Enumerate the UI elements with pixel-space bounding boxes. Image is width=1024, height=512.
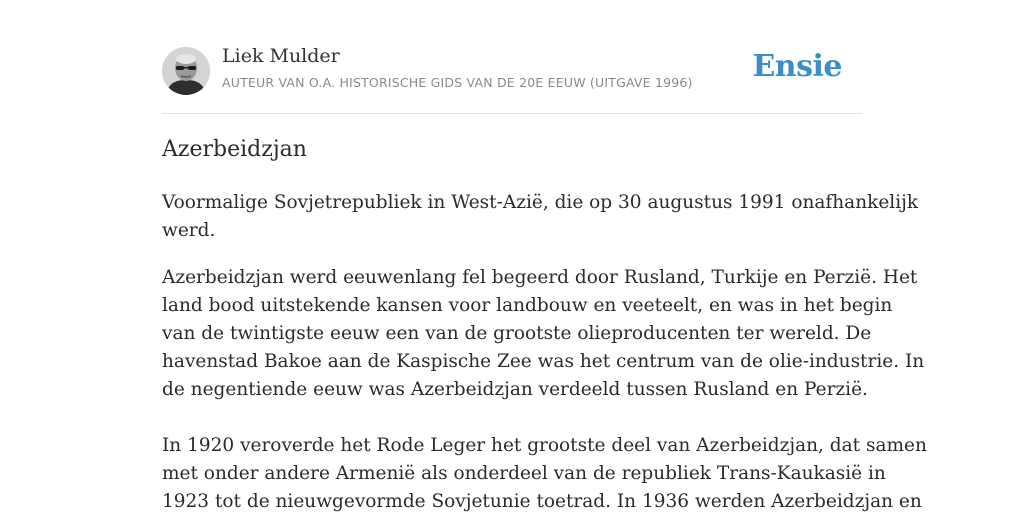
- ensie-logo[interactable]: Ensie: [752, 49, 842, 84]
- avatar-portrait-icon: [162, 47, 210, 95]
- author-avatar[interactable]: [162, 47, 210, 95]
- paragraph-spacer: [162, 245, 862, 264]
- paragraph-1-line: werd.: [162, 220, 216, 241]
- article-page: [162, 0, 927, 512]
- paragraph-1-line: Voormalige Sovjetrepubliek in West-Azië, die op 30 augustus 1991 onafhankelijk: [162, 192, 919, 213]
- author-name[interactable]: Liek Mulder: [222, 45, 340, 67]
- article-body: [162, 189, 927, 512]
- author-header: [162, 0, 862, 114]
- author-role: AUTEUR VAN O.A. HISTORISCHE GIDS VAN DE 20E EEUW (UITGAVE 1996): [222, 75, 693, 90]
- article-title: Azerbeidzjan: [162, 137, 307, 162]
- paragraph-2-line: de negentiende eeuw was Azerbeidzjan verdeeld tussen Rusland en Perzië.: [162, 379, 868, 400]
- paragraph-2-line: Azerbeidzjan werd eeuwenlang fel begeerd door Rusland, Turkije en Perzië. Het: [162, 267, 918, 288]
- paragraph-2-line: havenstad Bakoe aan de Kaspische Zee was het centrum van de olie-industrie. In: [162, 351, 925, 372]
- paragraph-3-line: met onder andere Armenië als onderdeel van de republiek Trans-Kaukasië in: [162, 463, 886, 484]
- paragraph-2-line: van de twintigste eeuw een van de grootste olieproducenten ter wereld. De: [162, 323, 872, 344]
- paragraph-3-line: 1923 tot de nieuwgevormde Sovjetunie toetrad. In 1936 werden Azerbeidzjan en: [162, 491, 922, 512]
- paragraph-2-line: land bood uitstekende kansen voor landbouw en veeteelt, en was in het begin: [162, 295, 893, 316]
- paragraph-spacer: [162, 404, 862, 432]
- paragraph-3-line: In 1920 veroverde het Rode Leger het grootste deel van Azerbeidzjan, dat samen: [162, 435, 927, 456]
